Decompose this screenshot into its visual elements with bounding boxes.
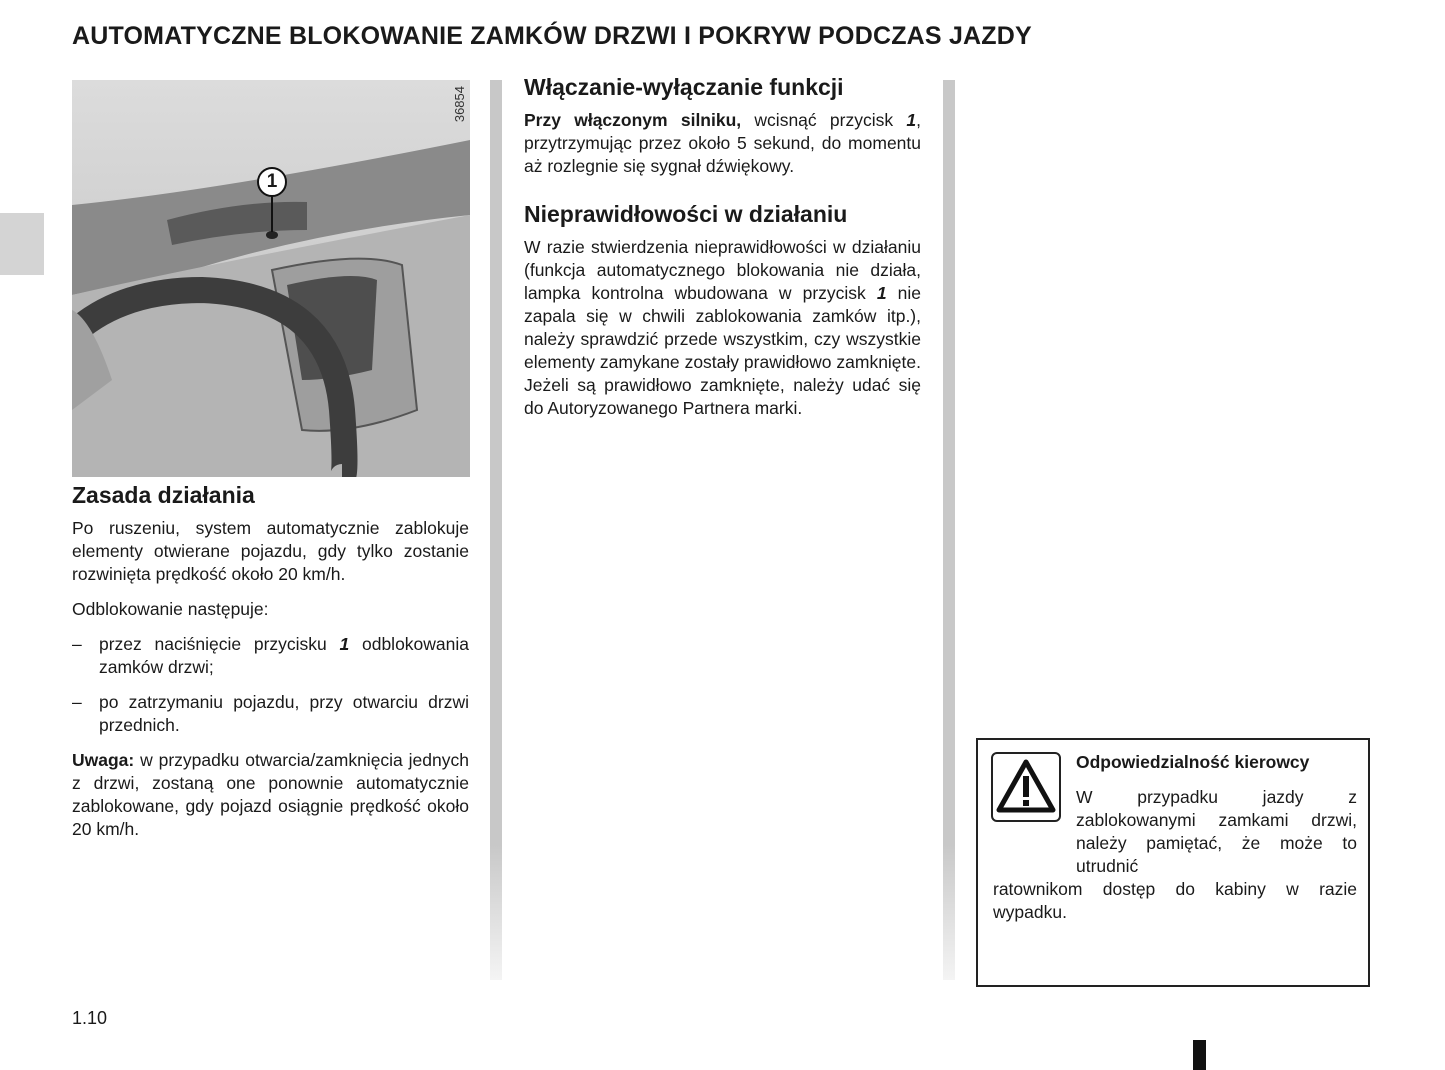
corner-mark <box>1193 1040 1206 1070</box>
dashboard-illustration <box>72 80 470 477</box>
figure-number: 36854 <box>452 86 467 123</box>
column-divider <box>490 80 502 980</box>
heading-zasada: Zasada działania <box>72 482 255 508</box>
list-item-text: przez naciśnięcie przycisku 1 odblokowania zamków drzwi; <box>99 634 470 677</box>
callout-1: 1 <box>257 167 287 197</box>
warning-title: Odpowiedzialność kierowcy <box>1076 752 1310 772</box>
dashboard-drawing <box>72 80 470 477</box>
warning-text: W przypadku jazdy z zablokowanymi zamkami drzwi, należy pamiętać, że może to utrudnić ratownikom dostęp do kabiny w razie wypadku. <box>993 787 1357 922</box>
dash-mark: – <box>72 692 82 712</box>
paragraph-note: Uwaga: w przypadku otwarcia/zamknięcia jednych z drzwi, zostaną one ponownie automatycznie zablokowane, gdy pojazd osiągnie prędkość około 20 km/h. <box>72 750 469 839</box>
warning-box <box>976 738 1370 987</box>
left-column <box>72 484 469 853</box>
paragraph-intro: Po ruszeniu, system automatycznie zablokuje elementy otwierane pojazdu, gdy tylko zostanie rozwinięta prędkość około 20 km/h. <box>72 518 469 584</box>
dash-mark: – <box>72 634 82 654</box>
heading-malfunctions: Nieprawidłowości w działaniu <box>524 201 848 227</box>
page-title: AUTOMATYCZNE BLOKOWANIE ZAMKÓW DRZWI I POKRYW PODCZAS JAZDY <box>72 22 1032 50</box>
list-item <box>72 691 469 737</box>
list-item <box>72 633 469 679</box>
list-item-text: po zatrzymaniu pojazdu, przy otwarciu drzwi przednich. <box>99 692 469 735</box>
middle-column <box>524 76 921 432</box>
paragraph-malfunctions: W razie stwierdzenia nieprawidłowości w działaniu (funkcja automatycznego blokowania nie działa, lampka kontrolna wbudowana w przycisk 1 nie zapala się w chwili zablokowania zamków itp.), należy sprawdzić przede wszystkim, czy wszystkie elementy zamykane zostały prawidłowo zamknięte. Jeżeli są prawidłowo zamknięte, należy udać się do Autoryzowanego Partnera marki. <box>524 237 921 418</box>
paragraph-toggle: Przy włączonym silniku, wcisnąć przycisk 1, przytrzymując przez około 5 sekund, do momentu aż rozlegnie się sygnał dźwiękowy. <box>524 110 921 176</box>
column-divider <box>943 80 955 980</box>
page-number: 1.10 <box>72 1008 108 1028</box>
paragraph-unlock: Odblokowanie następuje: <box>72 599 269 619</box>
chapter-tab <box>0 213 44 275</box>
heading-toggle: Włączanie-wyłączanie funkcji <box>524 74 844 100</box>
